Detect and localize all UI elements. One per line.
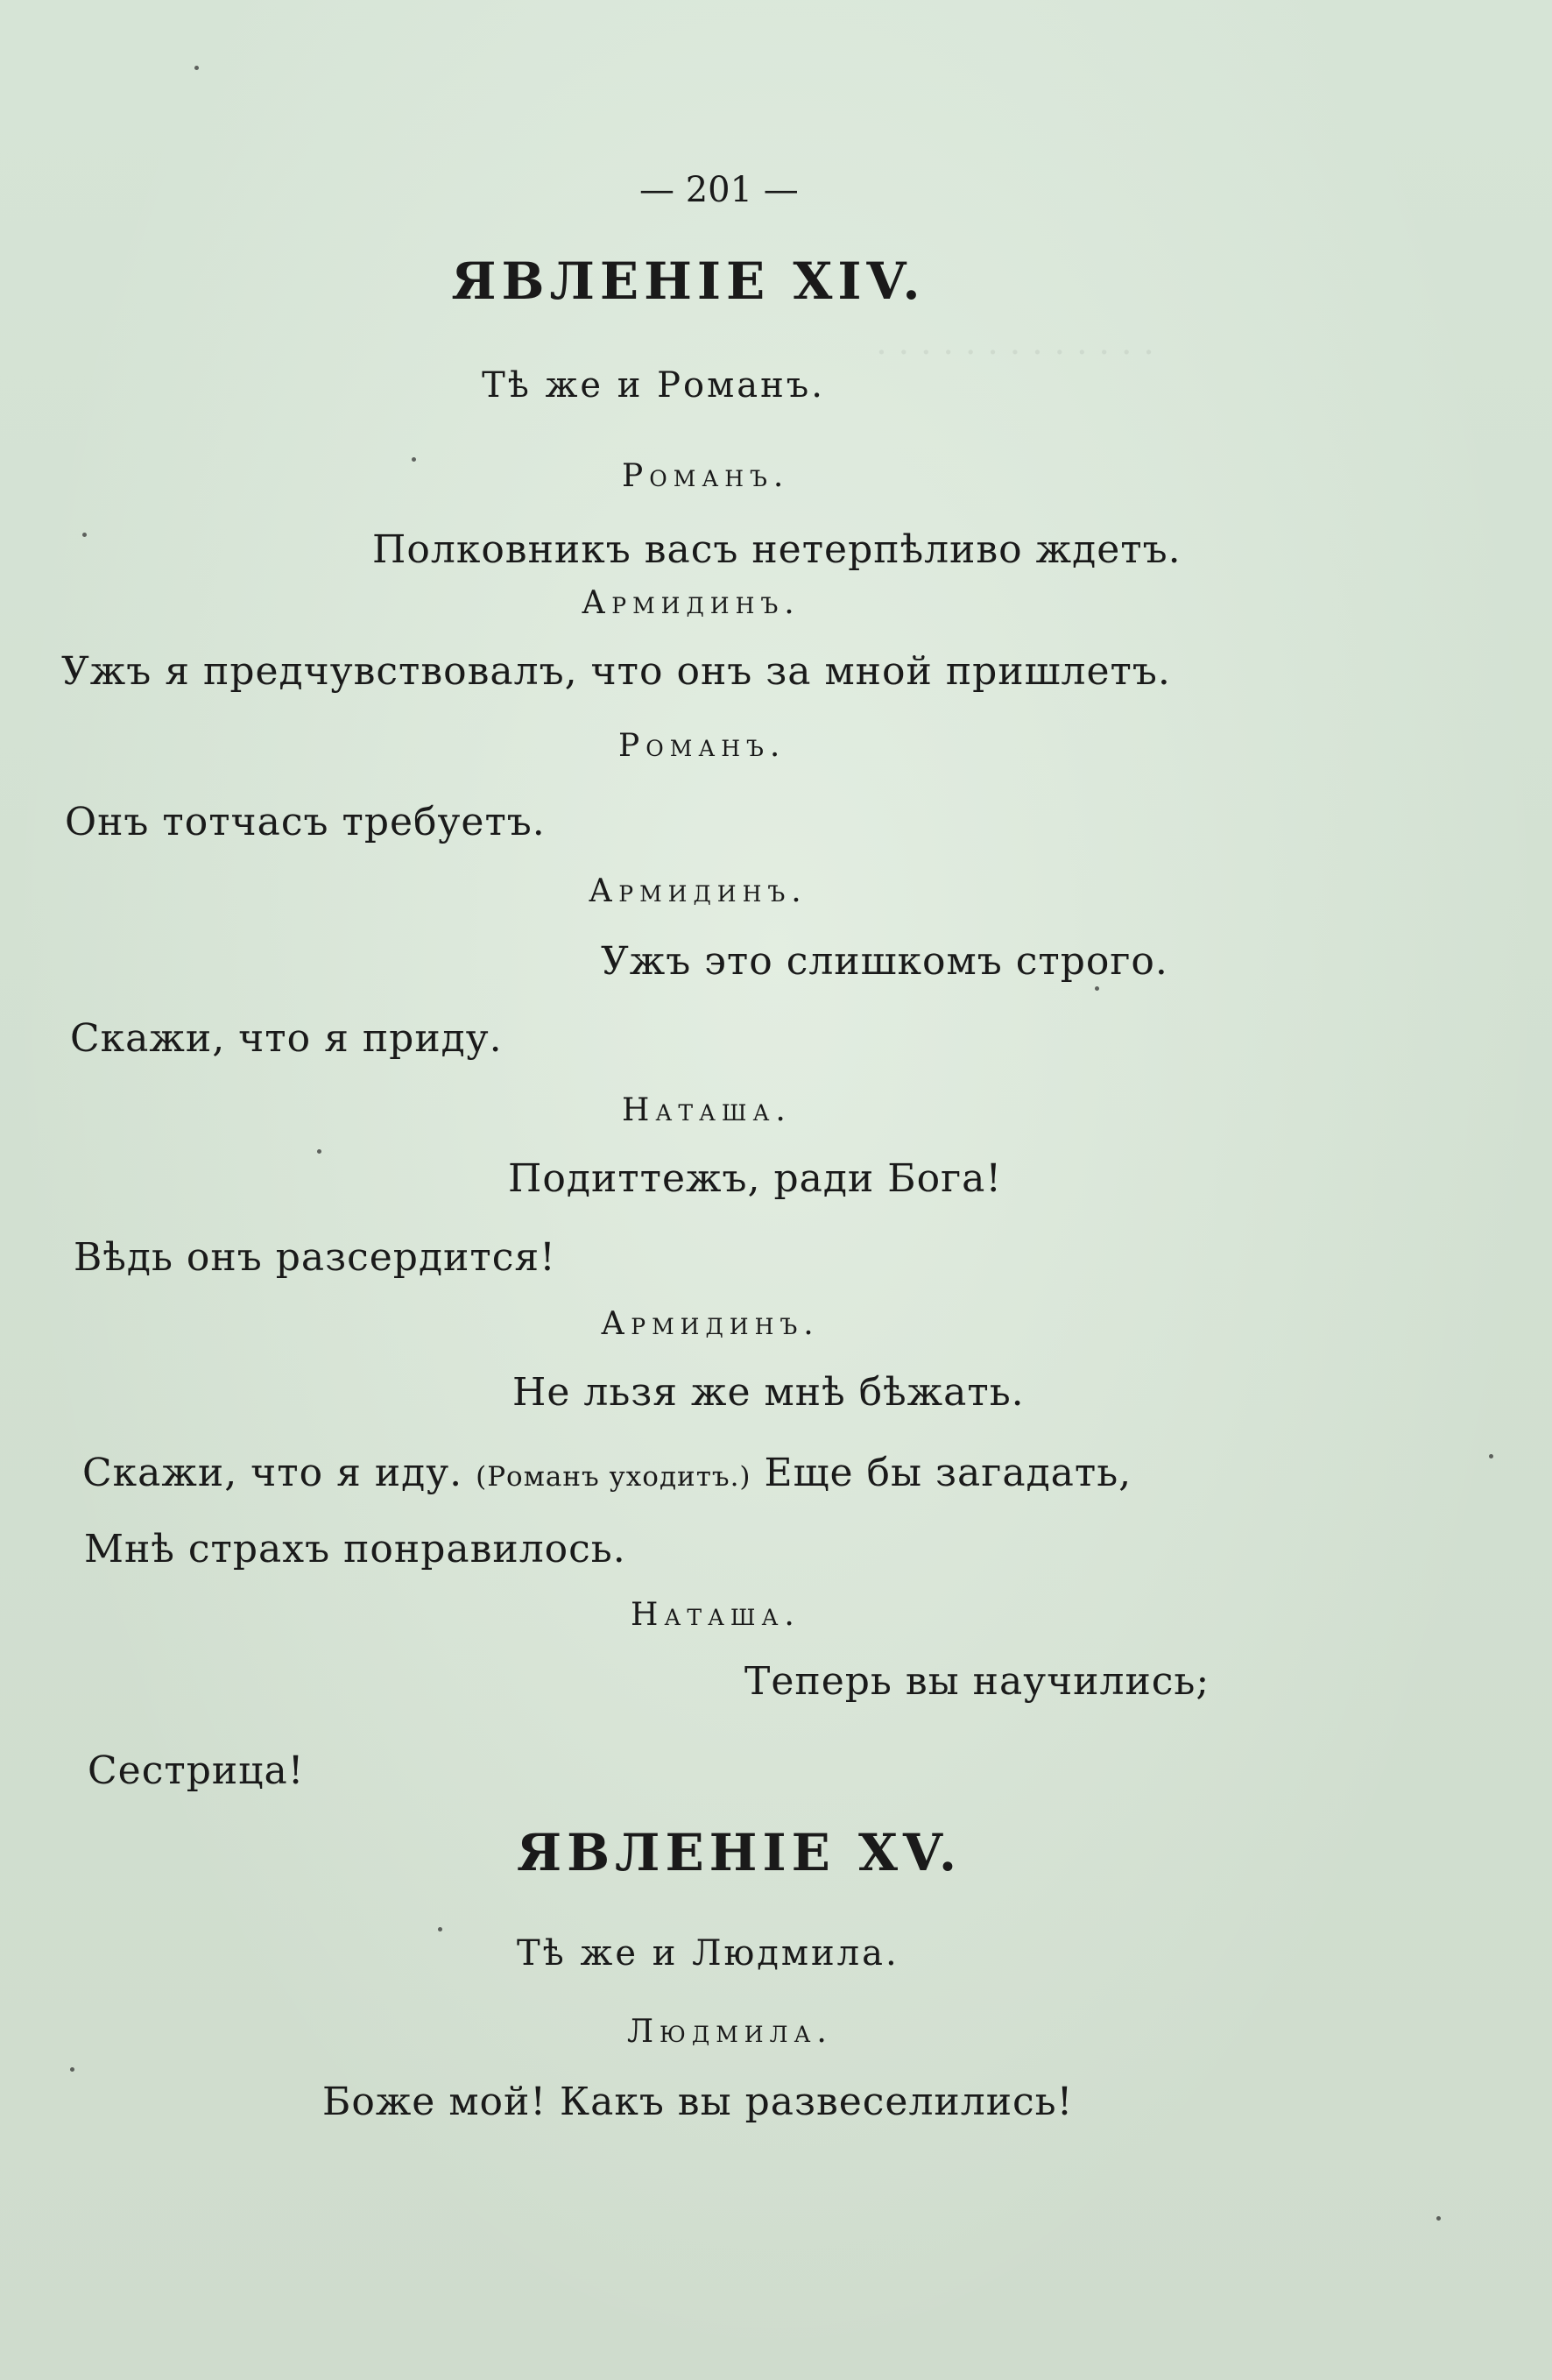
verse-line: Не льзя же мнѣ бѣжать. <box>512 1370 1025 1415</box>
speaker-name: Армидинъ. <box>582 585 801 621</box>
speaker-name: Романъ. <box>618 728 787 764</box>
paper-speck <box>1436 2216 1441 2221</box>
verse-line: Вѣдь онъ разсердится! <box>74 1235 556 1280</box>
verse-line: Мнѣ страхъ понравилось. <box>84 1527 626 1571</box>
bleed-through-texture: · · · · · · · · · · · · · <box>876 333 1154 373</box>
verse-line: Сестрица! <box>88 1748 305 1793</box>
verse-line-with-stage-direction <box>82 1451 1132 1495</box>
scene-15-stage-direction: Тѣ же и Людмила. <box>517 1933 899 1974</box>
scene-15-heading: ЯВЛЕНІЕ XV. <box>517 1823 963 1882</box>
scene-14-stage-direction: Тѣ же и Романъ. <box>482 365 825 406</box>
paper-speck <box>1095 986 1099 991</box>
verse-text: Еще бы загадать, <box>751 1451 1132 1495</box>
speaker-name: Армидинъ. <box>601 1306 820 1342</box>
speaker-name: Людмила. <box>627 2014 833 2050</box>
paper-speck <box>317 1149 321 1154</box>
verse-line: Теперь вы научились; <box>744 1659 1210 1704</box>
verse-line: Онъ тотчасъ требуетъ. <box>65 800 546 844</box>
verse-line: Подиттежъ, ради Бога! <box>508 1156 1003 1201</box>
speaker-name: Наташа. <box>622 1092 792 1128</box>
paper-speck <box>412 457 416 462</box>
paper-speck <box>70 2067 74 2072</box>
scene-14-heading: ЯВЛЕНІЕ XIV. <box>451 251 926 311</box>
speaker-name: Наташа. <box>631 1597 801 1633</box>
verse-line: Боже мой! Какъ вы развеселились! <box>322 2080 1074 2124</box>
paper-speck <box>438 1927 442 1932</box>
speaker-name: Романъ. <box>622 458 790 494</box>
verse-line: Ужъ это слишкомъ строго. <box>601 939 1168 984</box>
verse-line: Полковникъ васъ нетерпѣливо ждетъ. <box>372 527 1182 572</box>
paper-speck <box>194 66 199 70</box>
verse-line: Скажи, что я приду. <box>70 1016 503 1061</box>
page-number: — 201 — <box>639 170 799 210</box>
verse-line: Ужъ я предчувствовалъ, что онъ за мной пришлетъ. <box>61 649 1171 694</box>
verse-text: Скажи, что я иду. <box>82 1451 476 1495</box>
paper-speck <box>82 533 87 537</box>
inline-stage-direction: (Романъ уходитъ.) <box>476 1461 751 1493</box>
speaker-name: Армидинъ. <box>589 873 808 909</box>
paper-speck <box>1489 1454 1493 1458</box>
